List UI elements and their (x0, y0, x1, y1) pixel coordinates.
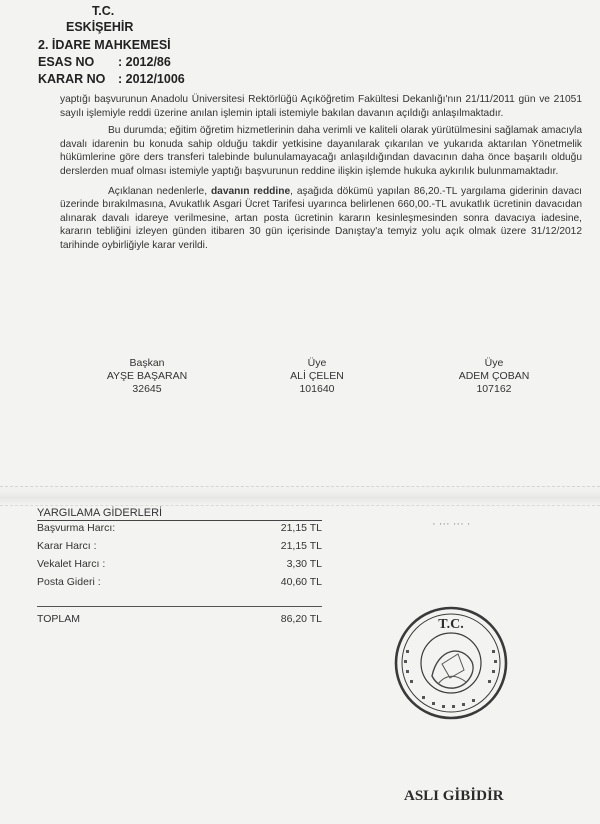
cost-value: 40,60 TL (280, 576, 322, 588)
certified-copy-stamp: ASLI GİBİDİR (404, 788, 504, 804)
signatory-member-2 (434, 357, 554, 396)
signatory-name: AYŞE BAŞARAN (106, 370, 188, 382)
court-name: 2. İDARE MAHKEMESİ (38, 38, 171, 52)
cost-label: Vekalet Harcı : (37, 558, 106, 570)
header-city: ESKİŞEHİR (66, 20, 134, 34)
cost-total-row (37, 613, 322, 628)
signatory-role: Üye (307, 357, 327, 369)
signatory-number: 32645 (132, 383, 162, 395)
signatory-role: Üye (484, 357, 504, 369)
cost-row (37, 558, 322, 573)
paragraph-2: Bu durumda; eğitim öğretim hizmetlerinin daha verimli ve kaliteli olarak yürütülmesini sağlamak amacıyla davalı idarenin bu konuda sahip olduğu takdir yetkisine dayanılarak çıkarılan ve yukarıda aktarılan Yönetmelik hükümlerine göre ders transferi talebinde bulunulamayacağı anlaşıldığından davacının daha önce başarılı olduğu derslerden muaf olması istemiyle yaptığı başvurunun reddine ilişkin işlemde hukuka aykırılık bulunmamaktadır. (60, 125, 582, 177)
signatory-name: ADEM ÇOBAN (458, 370, 530, 382)
cost-row (37, 576, 322, 591)
cost-value: 21,15 TL (280, 540, 322, 552)
esas-value: : 2012/86 (118, 55, 171, 69)
cost-value: 3,30 TL (286, 558, 322, 570)
karar-value: : 2012/1006 (118, 72, 185, 86)
official-seal-stamp (392, 604, 510, 722)
cost-label: Posta Gideri : (37, 576, 101, 588)
seal-text: T.C. (438, 617, 464, 632)
signatory-number: 101640 (299, 383, 335, 395)
header-tc: T.C. (92, 4, 115, 18)
faint-signature-mark: · ··· ··· · (432, 518, 471, 530)
cost-value: 21,15 TL (280, 522, 322, 534)
paragraph-3-rest: , aşağıda dökümü yapılan 86,20.-TL yargılama giderinin davacı üzerinde bırakılmasına, Avukatlık Asgari Ücret Tarifesi uyarınca belirlenen 660,00.-TL avukatlık ücretinin davacıdan alınarak davalı idareye verilmesine, artan posta ücretinin kararın kesinleşmesinden sonra davacıya iadesine, kararın tebliğini izleyen günden itibaren 30 gün içerisinde Danıştay'a temyiz yolu açık olmak üzere 31/12/2012 tarihinde oybirliğiyle karar verildi. (60, 185, 583, 251)
karar-label: KARAR NO (38, 72, 106, 86)
signatory-name: ALİ ÇELEN (290, 370, 344, 382)
cost-row (37, 522, 322, 537)
cost-total-value: 86,20 TL (280, 613, 322, 625)
paragraph-3 (60, 185, 582, 253)
paragraph-3-ruling: davanın reddine (210, 185, 291, 197)
decision-body (60, 93, 582, 255)
esas-label: ESAS NO (38, 55, 95, 69)
cost-title-underline (37, 520, 322, 521)
cost-table-title: YARGILAMA GİDERLERİ (37, 507, 163, 519)
cost-total-label: TOPLAM (37, 613, 80, 625)
cost-row (37, 540, 322, 555)
signatory-member-1 (262, 357, 372, 396)
paragraph-1: yaptığı başvurunun Anadolu Üniversitesi Rektörlüğü Açıköğretim Fakültesi Dekanlığı'nın 21/11/2011 gün ve 21051 sayılı işlemiyle reddi üzerine anılan işlemin iptali istemiyle bakılan davanın açıldığı anlaşılmaktadır. (60, 94, 582, 119)
cost-table (37, 507, 322, 632)
paragraph-3-intro: Açıklanan nedenlerle, (108, 185, 211, 197)
signatory-number: 107162 (476, 383, 512, 395)
cost-total-divider (37, 606, 322, 607)
cost-label: Karar Harcı : (37, 540, 97, 552)
signatory-president (92, 357, 202, 396)
cost-label: Başvurma Harcı: (37, 522, 116, 534)
seal-graphic (392, 604, 510, 722)
page-separator (0, 486, 600, 506)
signatory-role: Başkan (129, 357, 165, 369)
